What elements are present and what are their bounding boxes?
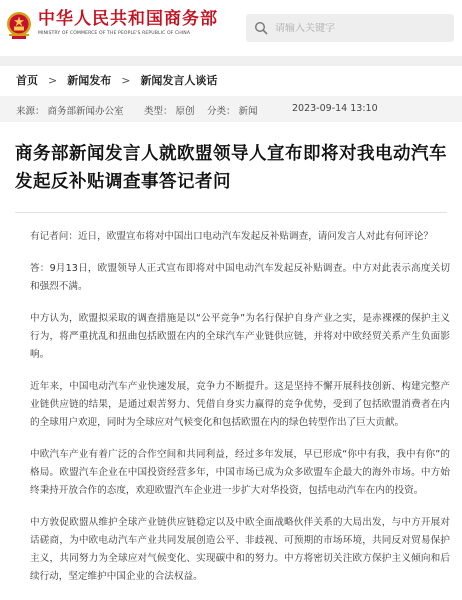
search-icon[interactable] <box>254 21 268 35</box>
article-body <box>30 228 450 600</box>
breadcrumb-spokesperson[interactable]: 新闻发言人谈话 <box>140 74 218 87</box>
site-name: 中华人民共和国商务部 <box>38 9 218 29</box>
article-paragraph: 答：9月13日，欧盟领导人正式宣布即将对中国电动汽车发起反补贴调查。中方对此表示高度关切和强烈不满。 <box>30 263 450 292</box>
site-brand[interactable] <box>38 8 218 38</box>
header-divider <box>0 56 462 66</box>
breadcrumb-separator: > <box>48 73 58 87</box>
national-emblem-icon[interactable] <box>6 10 32 42</box>
article-paragraph: 有记者问：近日，欧盟宣布将对中国出口电动汽车发起反补贴调查，请问发言人对此有何评论？ <box>30 231 433 242</box>
meta-category: 分类： 新闻 <box>207 106 258 117</box>
breadcrumb-separator: > <box>121 73 131 87</box>
meta-type: 类型： 原创 <box>144 106 195 117</box>
site-header <box>0 0 462 56</box>
site-name-en: MINISTRY OF COMMERCE OF THE PEOPLE'S REPUBLIC OF CHINA <box>38 31 191 36</box>
article-paragraph: 中方敦促欧盟从维护全球产业链供应链稳定以及中欧全面战略伙伴关系的大局出发，与中方开展对话磋商，为中欧电动汽车产业共同发展创造公平、非歧视、可预期的市场环境，共同反对贸易保护主义，共同努力为全球应对气候变化、实现碳中和的努力。中方将密切关注欧方保护主义倾向和后续行动，坚定维护中国企业的合法权益。 <box>30 517 450 582</box>
article-title: 商务部新闻发言人就欧盟领导人宣布即将对我电动汽车发起反补贴调查事答记者问 <box>15 144 447 192</box>
breadcrumb-news-release[interactable]: 新闻发布 <box>67 74 112 87</box>
article-paragraph: 中方认为，欧盟拟采取的调查措施是以“公平竞争”为名行保护自身产业之实，是赤裸裸的保护主义行为，将严重扰乱和扭曲包括欧盟在内的全球汽车产业链供应链，并将对中欧经贸关系产生负面影响。 <box>30 313 450 360</box>
article-paragraph: 近年来，中国电动汽车产业快速发展，竞争力不断提升。这是坚持不懈开展科技创新、构建完整产业链供应链的结果，是通过艰苦努力、凭借自身实力赢得的竞争优势，受到了包括欧盟消费者在内的全球用户欢迎，同时为全球应对气候变化和包括欧盟在内的绿色转型作出了巨大贡献。 <box>30 381 450 428</box>
breadcrumb-home[interactable]: 首页 <box>16 74 38 87</box>
article-paragraph: 中欧汽车产业有着广泛的合作空间和共同利益，经过多年发展，早已形成“你中有我，我中有你”的格局。欧盟汽车企业在中国投资经营多年，中国市场已成为众多欧盟车企最大的海外市场。中方始终秉持开放合作的态度，欢迎欧盟汽车企业进一步扩大对华投资，包括电动汽车在内的投资。 <box>30 449 450 496</box>
title-divider <box>15 212 447 213</box>
breadcrumb <box>16 70 217 90</box>
search-input[interactable] <box>275 23 445 34</box>
search-box[interactable] <box>246 14 454 42</box>
meta-source: 来源： 商务部新闻办公室 <box>16 106 124 117</box>
meta-date: 2023-09-14 13:10 <box>292 103 378 114</box>
article-meta <box>0 96 462 122</box>
